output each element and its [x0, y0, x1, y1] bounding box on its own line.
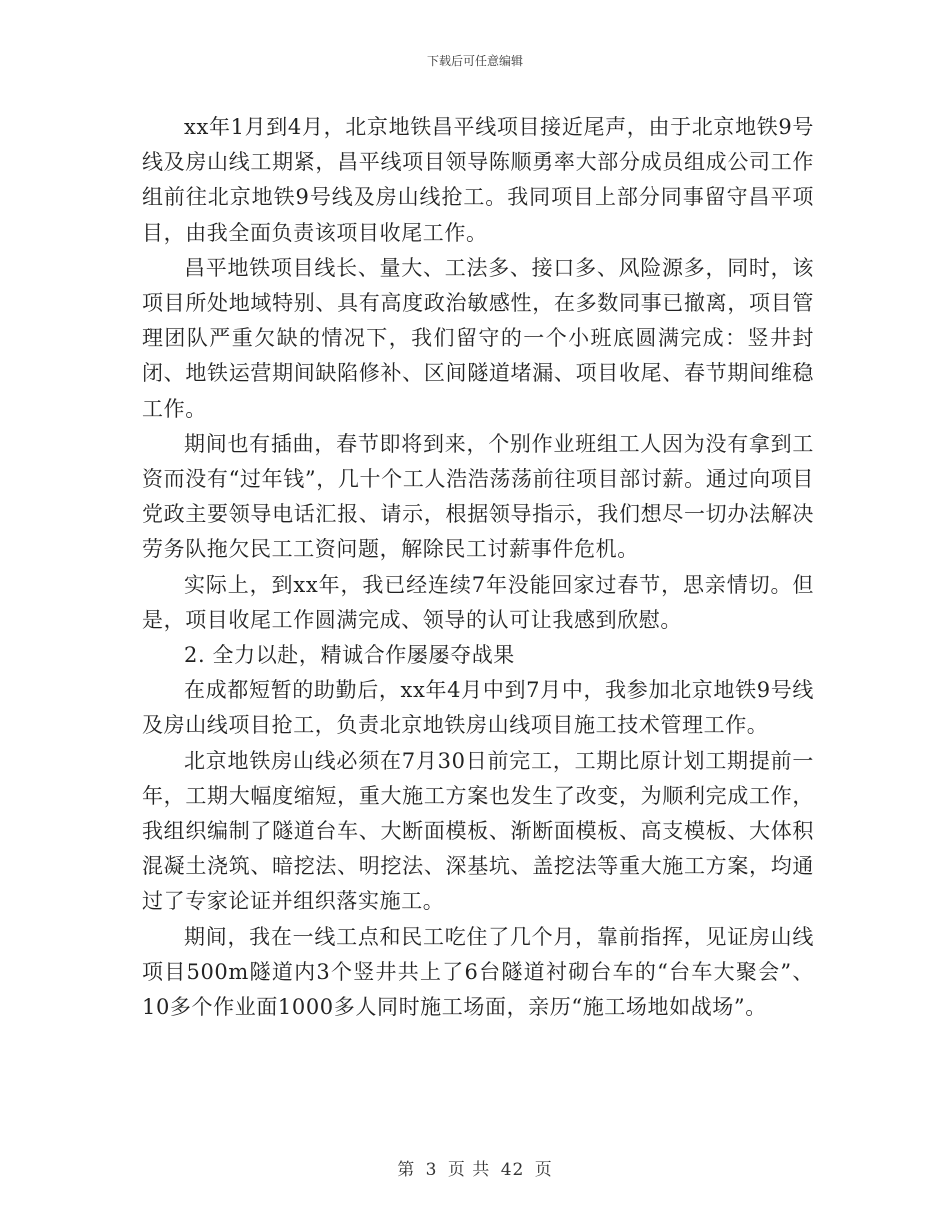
footer-total-pages: 42	[500, 1160, 525, 1180]
footer-suffix: 页	[534, 1160, 553, 1180]
page-header: 下载后可任意编辑	[426, 54, 523, 68]
paragraph-6: 北京地铁房山线必须在7月30日前完工，工期比原计划工期提前一年，工期大幅度缩短，重大施工方案也发生了改变，为顺利完成工作，我组织编制了隧道台车、大断面模板、渐断面模板、高支模板、大体积混凝土浇筑、暗挖法、明挖法、深基坑、盖挖法等重大施工方案，均通过了专家论证并组织落实施工。	[142, 748, 814, 914]
section-heading: 2. 全力以赴，精诚合作屡屡夺战果	[184, 643, 515, 668]
page-footer	[0, 1155, 950, 1180]
paragraph-2: 昌平地铁项目线长、量大、工法多、接口多、风险源多，同时，该项目所处地域特别、具有高度政治敏感性，在多数同事已撤离，项目管理团队严重欠缺的情况下，我们留守的一个小班底圆满完成：竖井封闭、地铁运营期间缺陷修补、区间隧道堵漏、项目收尾、春节期间维稳工作。	[142, 255, 814, 421]
paragraph-7: 期间，我在一线工点和民工吃住了几个月，靠前指挥，见证房山线项目500m隧道内3个竖井共上了6台隧道衬砌台车的“台车大聚会”、 10多个作业面1000多人同时施工场面，亲历“施工场地如战场”。	[142, 924, 814, 1020]
footer-page-number: 3	[425, 1160, 438, 1180]
paragraph-1: xx年1月到4月，北京地铁昌平线项目接近尾声，由于北京地铁9号线及房山线工期紧，昌平线项目领导陈顺勇率大部分成员组成公司工作组前往北京地铁9号线及房山线抢工。我同项目上部分同事留守昌平项目，由我全面负责该项目收尾工作。	[142, 115, 814, 245]
footer-middle: 页 共	[447, 1160, 491, 1180]
paragraph-5: 在成都短暂的助勤后，xx年4月中到7月中，我参加北京地铁9号线及房山线项目抢工，负责北京地铁房山线项目施工技术管理工作。	[142, 678, 814, 738]
document-body	[142, 110, 814, 1025]
paragraph-4: 实际上，到xx年，我已经连续7年没能回家过春节，思亲情切。但是，项目收尾工作圆满完成、领导的认可让我感到欣慰。	[142, 572, 814, 632]
paragraph-3: 期间也有插曲，春节即将到来，个别作业班组工人因为没有拿到工资而没有“过年钱”，几十个工人浩浩荡荡前往项目部讨薪。通过向项目党政主要领导电话汇报、请示，根据领导指示，我们想尽一切办法解决劳务队拖欠民工工资问题，解除民工讨薪事件危机。	[142, 431, 814, 562]
footer-prefix: 第	[397, 1160, 416, 1180]
